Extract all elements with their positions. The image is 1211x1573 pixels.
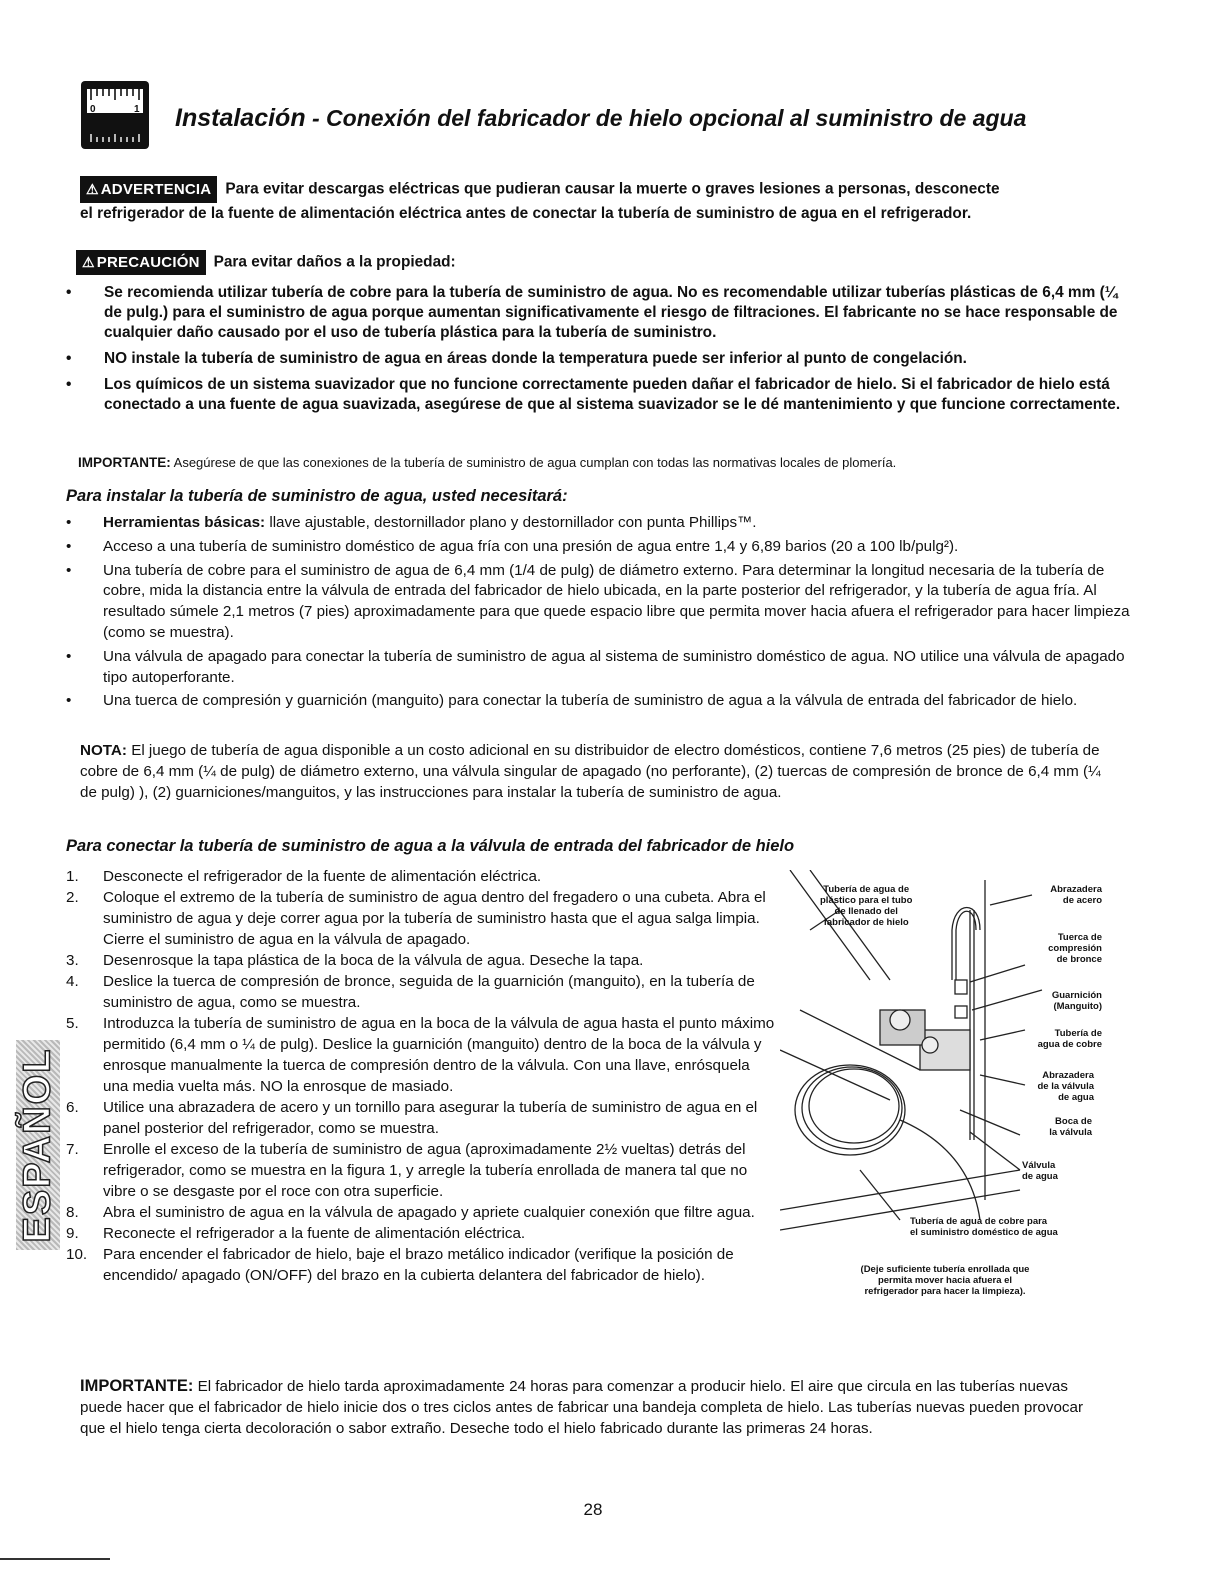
step-item: 6. Utilice una abrazadera de acero y un tornillo para asegurar la tubería de suministro de agua en el panel posterior del refrigerador, como se muestra. [66,1099,758,1137]
warning-line-1: Para evitar descargas eléctricas que pudieran causar la muerte o graves lesiones a personas, desconecte [225,180,1000,198]
important-bottom-label: IMPORTANTE: [80,1377,194,1395]
connect-heading: Para conectar la tubería de suministro de agua a la válvula de entrada del fabricador de hielo [66,837,795,855]
needs-list [66,513,1136,715]
important-top-text: Asegúrese de que las conexiones de la tubería de suministro de agua cumplan con todas las normativas locales de plomería. [170,455,897,470]
ruler-icon [80,80,150,150]
title-main: Instalación [175,104,306,132]
label-coil-note: (Deje suficiente tubería enrollada que permita mover hacia afuera el refrigerador para hacer la limpieza). [860,1264,1030,1297]
needs-item: • Acceso a una tubería de suministro doméstico de agua fría con una presión de agua entre 1,4 y 6,89 barios (20 a 100 lb/pulg²). [66,537,1136,558]
ruler-mark-0: 0 [90,104,96,115]
needs-item: • Una tubería de cobre para el suministro de agua de 6,4 mm (1/4 de pulg) de diámetro externo. Para determinar la longitud necesaria de la tubería de cobre, mida la distancia entre la válvula de entrada del fabricador de hielo ubicada, en la parte posterior del refrigerador, y la tubería de agua fría. Al resultado súmele 2,1 metros (7 pies) aproximadamente para que quede espacio libre que permita mover hacia afuera el refrigerador para hacer limpieza (como se muestra). [66,561,1136,644]
step-item: 10. Para encender el fabricador de hielo, baje el brazo metálico indicador (verifique la posición de encendido/ apagado (ON/OFF) del brazo en la cubierta delantera del fabricador de hielo). [66,1246,734,1284]
important-bottom [80,1376,1110,1439]
needs-item: • Una válvula de apagado para conectar la tubería de suministro de agua al sistema de suministro doméstico de agua. NO utilice una válvula de apagado tipo autoperforante. [66,647,1136,689]
side-tab-label: ESPAÑOL [16,1047,59,1243]
caution-item: • NO instale la tubería de suministro de agua en áreas donde la temperatura puede ser inferior al punto de congelación. [66,349,1126,369]
important-top [78,454,1178,472]
warning-badge: ⚠ ADVERTENCIA [80,176,217,203]
label-valve-inlet: Boca de la válvula [1049,1116,1092,1138]
needs-heading: Para instalar la tubería de suministro de agua, usted necesitará: [66,487,568,505]
caution-block [66,250,1126,421]
label-valve-clamp: Abrazadera de la válvula de agua [1037,1070,1094,1103]
label-water-valve: Válvula de agua [1022,1160,1058,1182]
label-steel-clamp: Abrazadera de acero [1050,884,1102,906]
step-item: 9. Reconecte el refrigerador a la fuente de alimentación eléctrica. [66,1225,526,1242]
steps-list [66,866,776,1286]
caution-heading: Para evitar daños a la propiedad: [213,253,456,271]
step-item: 5. Introduzca la tubería de suministro de agua en la boca de la válvula de agua hasta el punto máximo permitido (6,4 mm o ¼ de pulg). Deslice la guarnición (manguito) dentro de la boca de la válvula y enrosque manualmente la tuerca de compresión dentro de la válvula. Con una llave, enrósquela una media vuelta más. NO la enrosque de masiado. [66,1015,775,1095]
caution-triangle-icon: ⚠ [82,254,95,270]
step-item: 1. Desconecte el refrigerador de la fuente de alimentación eléctrica. [66,868,542,885]
nota-label: NOTA: [80,742,127,759]
warning-block [80,176,1120,225]
step-item: 8. Abra el suministro de agua en la válvula de apagado y apriete cualquier conexión que filtre agua. [66,1204,755,1221]
footer-rule [0,1558,110,1560]
important-bottom-text: El fabricador de hielo tarda aproximadamente 24 horas para comenzar a producir hielo. El aire que circula en las tuberías nuevas puede hacer que el fabricador de hielo inicie dos o tres ciclos antes de fabricar una bandeja completa de hielo. Las tuberías nuevas pueden provocar que el hielo tenga cierta decoloración o sabor extraño. Deseche todo el hielo fabricado durante las primeras 24 horas. [80,1378,1084,1437]
label-copper-tube: Tubería de agua de cobre [1037,1028,1102,1050]
caution-item: • Los químicos de un sistema suavizador que no funcione correctamente pueden dañar el fabricador de hielo. Si el fabricador de hielo está conectado a una fuente de agua suavizada, asegúrese de que al sistema suavizador se le dé mantenimiento y que funcione correctamente. [66,375,1126,415]
title-rest: - Conexión del fabricador de hielo opcional al suministro de agua [305,105,1027,131]
needs-item: • Una tuerca de compresión y guarnición (manguito) para conectar la tubería de suministro de agua a la válvula de entrada del fabricador de hielo. [66,691,1136,712]
caution-badge: ⚠ PRECAUCIÓN [76,250,206,275]
step-item: 3. Desenrosque la tapa plástica de la boca de la válvula de agua. Deseche la tapa. [66,952,644,969]
nota-text: El juego de tubería de agua disponible a un costo adicional en su distribuidor de electro domésticos, contiene 7,6 metros (25 pies) de tubería de cobre de 6,4 mm (¼ de pulg) de diámetro externo, una válvula singular de apagado (no perforante), (2) tuercas de compresión de bronce de 6,4 mm (¼ de pulg) ), (2) guarniciones/manguitos, y las instrucciones para instalar la tubería de suministro de agua. [80,742,1101,801]
important-top-label: IMPORTANTE: [78,455,171,470]
language-side-tab [16,1040,60,1250]
ruler-mark-1: 1 [134,104,140,115]
step-item: 4. Deslice la tuerca de compresión de bronce, seguida de la guarnición (manguito), en la tubería de suministro de agua, como se muestra. [66,973,755,1011]
needs-item: • Herramientas básicas: llave ajustable, destornillador plano y destornillador con punta Phillips™. [66,513,1136,534]
nota [80,740,1110,803]
page-title [175,104,1175,133]
page-number: 28 [583,1500,603,1519]
water-line-diagram [780,870,1110,1320]
label-copper-supply: Tubería de agua de cobre para el suministro doméstico de agua [910,1216,1058,1238]
label-compression-nut: Tuerca de compresión de bronce [1048,932,1102,965]
caution-item: • Se recomienda utilizar tubería de cobre para la tubería de suministro de agua. No es recomendable utilizar tuberías plásticas de 6,4 mm (¼ de pulg.) para el suministro de agua porque aumentan significativamente el riesgo de filtraciones. El fabricante no se hace responsable de cualquier daño causado por el uso de tubería plástica para la tubería de suministro. [66,283,1126,343]
step-item: 2. Coloque el extremo de la tubería de suministro de agua dentro del fregadero o una cubeta. Abra el suministro de agua y deje correr agua por la tubería de suministro hasta que el agua salga limpia. Cierre el suministro de agua en la válvula de apagado. [66,889,766,948]
step-item: 7. Enrolle el exceso de la tubería de suministro de agua (aproximadamente 2½ vueltas) detrás del refrigerador, como se muestra en la figura 1, y arregle la tubería enrollada de manera tal que no vibre o se desgaste por el roce con otra superficie. [66,1141,748,1200]
warning-triangle-icon: ⚠ [86,181,99,197]
label-ferrule: Guarnición (Manguito) [1051,990,1102,1012]
label-plastic-tube: Tubería de agua de plástico para el tubo de llenado del fabricador de hielo [820,884,913,928]
warning-line-2: el refrigerador de la fuente de alimentación eléctrica antes de conectar la tubería de suministro de agua en el refrigerador. [80,205,972,222]
caution-list [66,283,1126,415]
